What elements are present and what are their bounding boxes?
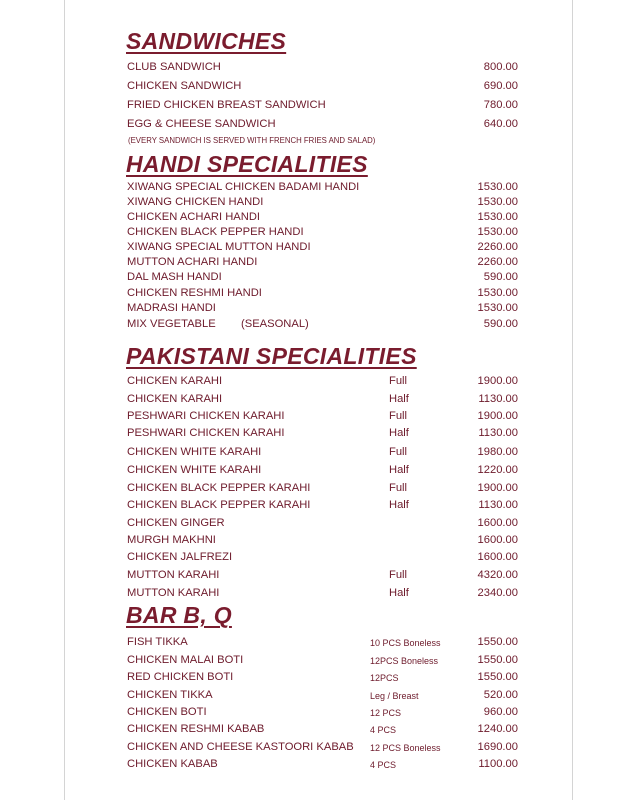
menu-item	[126, 569, 518, 586]
item-price: 1600.00	[477, 517, 518, 529]
item-name: DAL MASH HANDI	[127, 271, 222, 283]
item-price: 2340.00	[477, 587, 518, 599]
menu-item	[126, 446, 518, 463]
item-name: XIWANG SPECIAL CHICKEN BADAMI HANDI	[127, 181, 360, 193]
item-name: CHICKEN MALAI BOTI	[127, 654, 244, 666]
item-portion: Leg / Breast	[370, 691, 419, 701]
item-price: 1130.00	[478, 393, 518, 405]
item-portion: 12PCS	[370, 673, 399, 683]
item-name: MUTTON ACHARI HANDI	[127, 256, 258, 268]
item-price: 1550.00	[477, 671, 518, 683]
item-price: 1900.00	[477, 482, 518, 494]
menu-item	[126, 464, 518, 481]
item-price: 1530.00	[477, 196, 518, 208]
section-title-sandwiches: SANDWICHES	[126, 28, 287, 54]
item-price: 590.00	[483, 271, 518, 283]
item-name: XIWANG SPECIAL MUTTON HANDI	[127, 241, 311, 253]
item-price: 1130.00	[478, 499, 518, 511]
item-price: 800.00	[483, 61, 518, 73]
item-name: CHICKEN BLACK PEPPER KARAHI	[127, 482, 311, 494]
item-name: CHICKEN SANDWICH	[127, 80, 242, 92]
item-price: 2260.00	[477, 241, 518, 253]
menu-item	[126, 758, 518, 775]
menu-item	[126, 80, 518, 97]
item-price: 2260.00	[477, 256, 518, 268]
item-portion: 4 PCS	[370, 760, 397, 770]
item-price: 960.00	[483, 706, 518, 718]
menu-item	[126, 517, 518, 534]
menu-item	[126, 654, 518, 671]
menu-item	[126, 689, 518, 706]
item-price: 1900.00	[477, 410, 518, 422]
item-portion: Full	[389, 569, 408, 581]
menu-item	[126, 61, 518, 78]
item-price: 1100.00	[478, 758, 518, 770]
menu-item	[126, 427, 518, 444]
menu-item	[126, 636, 518, 653]
item-name: PESHWARI CHICKEN KARAHI	[127, 427, 285, 439]
item-price: 520.00	[483, 689, 518, 701]
menu-item	[126, 375, 518, 392]
item-portion: Half	[389, 464, 409, 476]
item-name: FRIED CHICKEN BREAST SANDWICH	[127, 99, 326, 111]
item-portion: Full	[389, 410, 408, 422]
item-price: 1690.00	[477, 741, 518, 753]
item-name: CHICKEN KARAHI	[127, 375, 223, 387]
item-portion: Half	[389, 499, 409, 511]
item-price: 590.00	[483, 318, 518, 330]
item-name: CHICKEN TIKKA	[127, 689, 213, 701]
item-name: CLUB SANDWICH	[127, 61, 221, 73]
item-price: 1600.00	[477, 534, 518, 546]
menu-item	[126, 393, 518, 410]
item-name: MIX VEGETABLE	[127, 318, 216, 330]
item-price: 4320.00	[477, 569, 518, 581]
item-portion: 10 PCS Boneless	[370, 638, 441, 648]
section-title-pakistani: PAKISTANI SPECIALITIES	[126, 343, 417, 369]
item-name: CHICKEN GINGER	[127, 517, 225, 529]
item-name: CHICKEN JALFREZI	[127, 551, 233, 563]
item-name: CHICKEN WHITE KARAHI	[127, 446, 262, 458]
item-name: CHICKEN BLACK PEPPER KARAHI	[127, 499, 311, 511]
menu-item	[126, 706, 518, 723]
item-price: 1530.00	[477, 181, 518, 193]
item-portion: 12 PCS Boneless	[370, 743, 441, 753]
menu-item	[126, 499, 518, 516]
menu-item	[126, 723, 518, 740]
item-price: 1530.00	[477, 287, 518, 299]
sandwich-note: (EVERY SANDWICH IS SERVED WITH FRENCH FRIES AND SALAD)	[128, 136, 376, 145]
item-name: FISH TIKKA	[127, 636, 188, 648]
menu-item	[126, 551, 518, 568]
menu-item	[126, 99, 518, 116]
menu-item	[126, 410, 518, 427]
item-name: CHICKEN BOTI	[127, 706, 207, 718]
item-name: PESHWARI CHICKEN KARAHI	[127, 410, 285, 422]
menu-item	[126, 318, 518, 335]
item-name: CHICKEN RESHMI KABAB	[127, 723, 265, 735]
section-title-handi: HANDI SPECIALITIES	[126, 151, 368, 177]
menu-item	[126, 482, 518, 499]
menu-item	[126, 271, 518, 288]
item-portion: 12 PCS	[370, 708, 402, 718]
menu-item	[126, 671, 518, 688]
item-portion: Full	[389, 375, 408, 387]
item-price: 1220.00	[477, 464, 518, 476]
item-name: CHICKEN AND CHEESE KASTOORI KABAB	[127, 741, 354, 753]
item-price: 780.00	[483, 99, 518, 111]
menu-item	[126, 302, 518, 319]
item-name: CHICKEN KARAHI	[127, 393, 223, 405]
item-name: EGG & CHEESE SANDWICH	[127, 118, 276, 130]
item-name: MURGH MAKHNI	[127, 534, 216, 546]
item-price: 1530.00	[477, 302, 518, 314]
item-portion: Half	[389, 393, 409, 405]
menu-item	[126, 741, 518, 758]
section-title-barbq: BAR B, Q	[126, 602, 232, 628]
item-price: 1550.00	[477, 636, 518, 648]
item-name: CHICKEN WHITE KARAHI	[127, 464, 262, 476]
item-name: CHICKEN ACHARI HANDI	[127, 211, 261, 223]
item-price: 1240.00	[477, 723, 518, 735]
item-price: 690.00	[483, 80, 518, 92]
item-portion: 12PCS Boneless	[370, 656, 439, 666]
page-edge-left	[64, 0, 65, 800]
item-name: MUTTON KARAHI	[127, 587, 220, 599]
item-name: XIWANG CHICKEN HANDI	[127, 196, 264, 208]
item-name: CHICKEN KABAB	[127, 758, 218, 770]
item-portion: 4 PCS	[370, 725, 397, 735]
item-price: 1550.00	[477, 654, 518, 666]
menu-item	[126, 534, 518, 551]
item-name: MUTTON KARAHI	[127, 569, 220, 581]
item-price: 1530.00	[477, 226, 518, 238]
item-price: 1900.00	[477, 375, 518, 387]
item-price: 1600.00	[477, 551, 518, 563]
item-name: CHICKEN BLACK PEPPER HANDI	[127, 226, 304, 238]
item-portion: Half	[389, 427, 409, 439]
item-price: 1130.00	[478, 427, 518, 439]
item-price: 1530.00	[477, 211, 518, 223]
item-name: CHICKEN RESHMI HANDI	[127, 287, 262, 299]
page-edge-right	[572, 0, 573, 800]
item-name: RED CHICKEN BOTI	[127, 671, 234, 683]
item-price: 1980.00	[477, 446, 518, 458]
item-note-seasonal: (SEASONAL)	[241, 318, 309, 330]
menu-item	[126, 118, 518, 135]
item-price: 640.00	[483, 118, 518, 130]
item-portion: Full	[389, 482, 408, 494]
item-name: MADRASI HANDI	[127, 302, 216, 314]
item-portion: Full	[389, 446, 408, 458]
item-portion: Half	[389, 587, 409, 599]
